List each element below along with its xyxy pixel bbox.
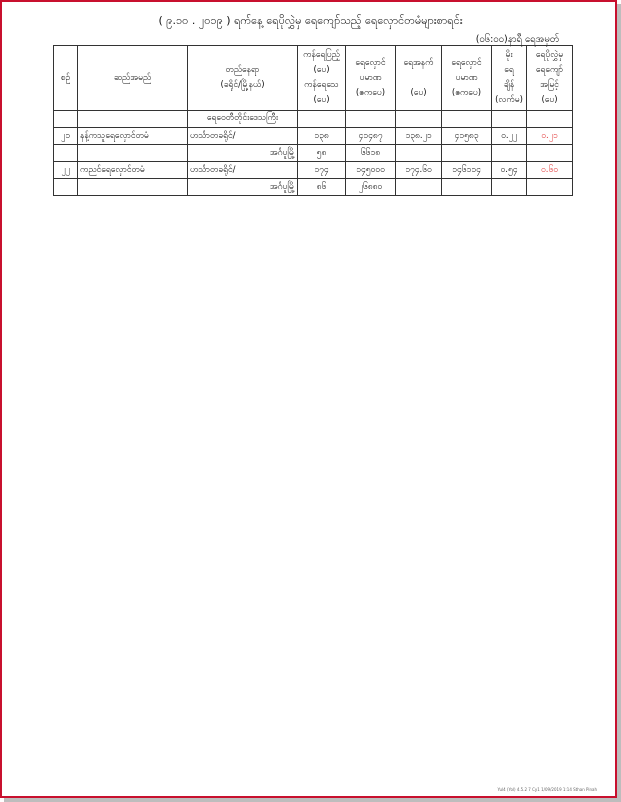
page-shadow-bottom [4,798,621,802]
cell-dead-level: ၅၈ [298,145,346,162]
cell-water-level: ၁၇၄.၆၀ [396,162,442,179]
cell-water-level: ၁၃၈.၂၁ [396,128,442,145]
cell-serial: ၂၁ [54,128,78,145]
cell-rainfall: ၀.၅၄ [492,162,527,179]
cell-district: ဟင်္သာတခရိုင်/ [188,128,298,145]
cell-dead-level: ၈၆ [298,179,346,196]
table-row [54,128,573,145]
col-header-location: တည်နေရာ (ခရိုင်/မြို့နယ်) [188,46,298,111]
col-header-serial: စဉ် [54,46,78,111]
report-subtitle: (၀၆:၀၀)နာရီ ရေအမှတ် [475,34,559,45]
col-header-storage-current: ရေလှောင် ပမာဏ (ဧကပေ) [442,46,492,111]
cell-overflow: ၀.၂၁ [527,128,573,145]
cell-full-storage: ၁၄၅၀၀၀ [346,162,396,179]
cell-overflow: ၀.၆၀ [527,162,573,179]
col-header-dam-name: ဆည်အမည် [78,46,188,111]
report-title: ( ၉.၁၀ . ၂၀၁၉ ) ရက်နေ့ ရေပိုလွှဲမှ ရေကျော်သည့် ရေလှောင်တမံများစာရင်း [158,14,463,27]
cell-full-storage: ၄၁၄၈၇ [346,128,396,145]
page-footer: Yul4 (Yol) 4.5.2 7 Cy1 1/09/2019 1:14 Sthan Pinah [497,787,597,792]
cell-township: အင်္ဂပူမြို့ [188,145,298,162]
cell-dead-storage: ၂၆၈၈၀ [346,179,396,196]
section-label: ရေဝေတီတိုင်းဒေသကြီး [188,111,298,128]
col-header-spillway-level: ကန်ရေပြည့် (ပေ) ကန်ရေသေ (ပေ) [298,46,346,111]
col-header-overflow: ရေပိုလွှဲမှ ရေကျော် အမြင့် (ပေ) [527,46,573,111]
cell-current-storage: ၄၁၅၈၃ [442,128,492,145]
cell-full-level: ၁၇၄ [298,162,346,179]
table-row [54,162,573,179]
cell-district: ဟင်္သာတခရိုင်/ [188,162,298,179]
cell-full-level: ၁၃၈ [298,128,346,145]
cell-dead-storage: ၆၆၁၈ [346,145,396,162]
table-row [54,179,573,196]
col-header-rainfall: မိုး ရေ ချိန် (လက်မ) [492,46,527,111]
cell-rainfall: ၀.၂၂ [492,128,527,145]
section-row [54,111,573,128]
cell-township: အင်္ဂပူမြို့ [188,179,298,196]
table-header-row [54,46,573,111]
col-header-water-level: ရေအနက် (ပေ) [396,46,442,111]
cell-dam-name: နန့်ကသူရေလှောင်တမံ [78,128,188,145]
cell-dam-name: ကညင်ရေလှောင်တမံ [78,162,188,179]
page-shadow-right [617,4,621,802]
col-header-storage-full: ရေလှောင် ပမာဏ (ဧကပေ) [346,46,396,111]
cell-current-storage: ၁၄၆၁၁၄ [442,162,492,179]
table-row [54,145,573,162]
cell-serial: ၂၂ [54,162,78,179]
dam-overflow-table [53,45,573,196]
